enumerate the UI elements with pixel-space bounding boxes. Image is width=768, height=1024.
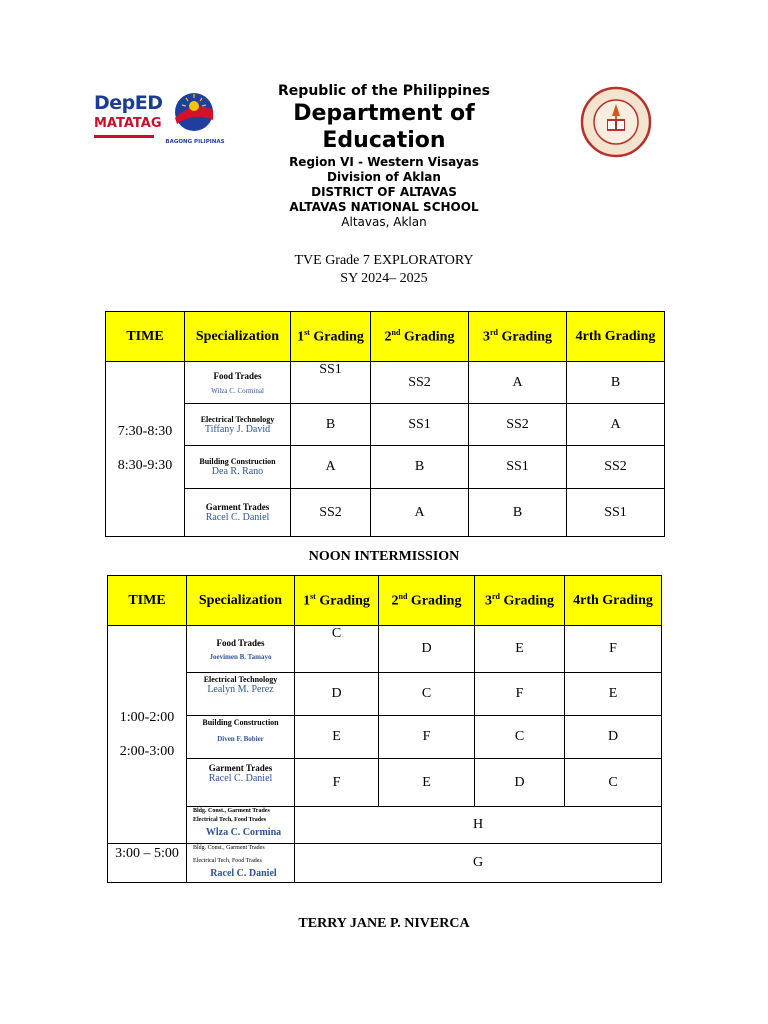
table-row	[106, 404, 665, 446]
grade-cell: SS2	[567, 446, 665, 489]
grade-cell: B	[371, 446, 469, 489]
grade-cell: SS2	[469, 404, 567, 446]
morning-time-cell	[106, 362, 185, 537]
spec-cell	[187, 673, 295, 716]
grading4-header: 4rth Grading	[567, 312, 665, 362]
grade-cell: F	[565, 626, 662, 673]
grade-cell: A	[371, 489, 469, 537]
teacher-name: Racel C. Daniel	[210, 868, 277, 879]
spec-cell	[187, 716, 295, 759]
spec-cell	[185, 489, 291, 537]
noon-intermission-label: NOON INTERMISSION	[308, 549, 460, 564]
republic-line: Republic of the Philippines	[278, 83, 490, 99]
grade-cell: SS1	[469, 446, 567, 489]
grade-cell: A	[469, 362, 567, 404]
table-row	[108, 673, 662, 716]
grade-cell: B	[291, 404, 371, 446]
specialization-header: Specialization	[187, 576, 295, 626]
grading4-header: 4rth Grading	[565, 576, 662, 626]
teacher-name: Diven F. Bobier	[217, 735, 264, 743]
grading1-num: 1	[303, 593, 311, 609]
time-header: TIME	[106, 312, 185, 362]
grading2-num: 2	[391, 593, 399, 609]
grading2-word: Grading	[407, 593, 462, 609]
teacher-name: Tiffany J. David	[204, 423, 271, 435]
grade-cell: D	[295, 673, 379, 716]
spec-title: Electrical Technology	[200, 414, 275, 424]
school-year: SY 2024– 2025	[340, 271, 428, 286]
grade-cell: SS1	[567, 489, 665, 537]
spec-cell	[187, 626, 295, 673]
spec-title: Food Trades	[216, 637, 265, 648]
combined-spec-line2: Electrical Tech, Food Trades	[193, 817, 267, 823]
afternoon-time-cell-2: 3:00 – 5:00	[108, 844, 187, 883]
morning-schedule-table	[105, 311, 665, 537]
matatag-logo-text: MATATAG	[94, 116, 162, 131]
table-row	[106, 446, 665, 489]
table-row	[106, 489, 665, 537]
grade-cell: B	[469, 489, 567, 537]
grade-cell: D	[475, 759, 565, 807]
grade-cell: SS2	[371, 362, 469, 404]
grading3-num: 3	[482, 329, 490, 345]
combined-spec-cell	[187, 844, 295, 883]
grading2-sup: nd	[391, 327, 401, 337]
grading2-sup: nd	[398, 591, 408, 601]
grading3-header	[469, 312, 567, 362]
grade-cell: A	[567, 404, 665, 446]
spec-cell	[185, 362, 291, 404]
spec-cell	[185, 404, 291, 446]
grade-cell: C	[295, 626, 379, 673]
grade-cell: A	[291, 446, 371, 489]
grade-cell: F	[295, 759, 379, 807]
grade-cell: D	[565, 716, 662, 759]
grade-cell: C	[379, 673, 475, 716]
spec-cell	[187, 759, 295, 807]
department-title-line2: Education	[322, 128, 446, 153]
specialization-header: Specialization	[185, 312, 291, 362]
teacher-name: Racel C. Daniel	[208, 773, 273, 784]
region-line: Region VI - Western Visayas	[289, 155, 479, 169]
grading3-header	[475, 576, 565, 626]
grading2-num: 2	[384, 329, 392, 345]
grading3-sup: rd	[491, 591, 500, 601]
bagong-pilipinas-text: BAGONG PILIPINAS	[165, 139, 225, 145]
department-title-line1: Department of	[293, 101, 475, 126]
spec-title: Building Construction	[199, 457, 276, 466]
table-row	[108, 807, 662, 844]
combined-grade-cell: G	[295, 844, 662, 883]
table-row	[108, 844, 662, 883]
district-line: DISTRICT OF ALTAVAS	[311, 185, 457, 199]
combined-spec-line1: Bldg. Const., Garment Trades	[193, 808, 270, 814]
grading2-header	[379, 576, 475, 626]
grading1-sup: st	[310, 591, 316, 601]
table-row	[108, 626, 662, 673]
teacher-name: Lealyn M. Perez	[207, 684, 274, 695]
teacher-name: Dea R. Rano	[211, 466, 264, 477]
division-line: Division of Aklan	[327, 170, 441, 184]
doc-title: TVE Grade 7 EXPLORATORY	[294, 253, 474, 268]
table-row	[108, 759, 662, 807]
grade-cell: E	[565, 673, 662, 716]
signatory-name: TERRY JANE P. NIVERCA	[298, 916, 470, 931]
spec-title: Food Trades	[213, 370, 262, 381]
grade-cell: SS1	[371, 404, 469, 446]
grade-cell: E	[295, 716, 379, 759]
teacher-name: Racel C. Daniel	[205, 512, 270, 523]
grade-cell: B	[567, 362, 665, 404]
afternoon-header-row	[108, 576, 662, 626]
teacher-name: Wlza C. Cormina	[205, 827, 282, 838]
grade-cell: E	[379, 759, 475, 807]
spec-title: Electrical Technology	[203, 675, 278, 684]
grade-cell: E	[475, 626, 565, 673]
table-row	[106, 362, 665, 404]
spec-title: Building Construction	[202, 718, 279, 727]
table-row	[108, 716, 662, 759]
grade-cell: F	[379, 716, 475, 759]
grade-cell: F	[475, 673, 565, 716]
grade-cell: D	[379, 626, 475, 673]
grade-cell: C	[475, 716, 565, 759]
spec-cell	[185, 446, 291, 489]
afternoon-time-cell	[108, 626, 187, 844]
deped-logo-text: DepED	[94, 92, 163, 114]
grading1-header	[291, 312, 371, 362]
grading1-sup: st	[304, 327, 310, 337]
time-header: TIME	[108, 576, 187, 626]
spec-title: Garment Trades	[208, 763, 273, 773]
address-line: Altavas, Aklan	[341, 215, 427, 229]
grading3-sup: rd	[489, 327, 498, 337]
grade-cell: C	[565, 759, 662, 807]
combined-spec-line2: Electrical Tech, Food Trades	[193, 858, 262, 864]
time-slot-2: 8:30-9:30	[117, 458, 173, 473]
grading1-word: Grading	[309, 329, 364, 345]
grade-cell: SS1	[291, 362, 371, 404]
grading2-word: Grading	[400, 329, 455, 345]
grading3-num: 3	[484, 593, 492, 609]
combined-spec-line1: Bldg. Const., Garment Trades	[193, 845, 265, 851]
combined-spec-cell	[187, 807, 295, 844]
teacher-name: Wilza C. Corminal	[211, 386, 264, 395]
grading1-header	[295, 576, 379, 626]
spec-title: Garment Trades	[205, 502, 270, 512]
grade-cell: SS2	[291, 489, 371, 537]
combined-grade-cell: H	[295, 807, 662, 844]
time-slot-2: 2:00-3:00	[119, 743, 175, 759]
time-slot-1: 7:30-8:30	[117, 424, 173, 439]
grading2-header	[371, 312, 469, 362]
school-line: ALTAVAS NATIONAL SCHOOL	[289, 200, 479, 214]
time-slot-1: 1:00-2:00	[119, 709, 175, 725]
grading3-word: Grading	[499, 593, 555, 609]
grading1-word: Grading	[315, 593, 370, 609]
grading3-word: Grading	[497, 329, 553, 345]
morning-header-row	[106, 312, 665, 362]
afternoon-schedule-table	[107, 575, 662, 883]
grading1-num: 1	[297, 329, 305, 345]
teacher-name: Joevimen B. Tamayo	[209, 652, 272, 661]
